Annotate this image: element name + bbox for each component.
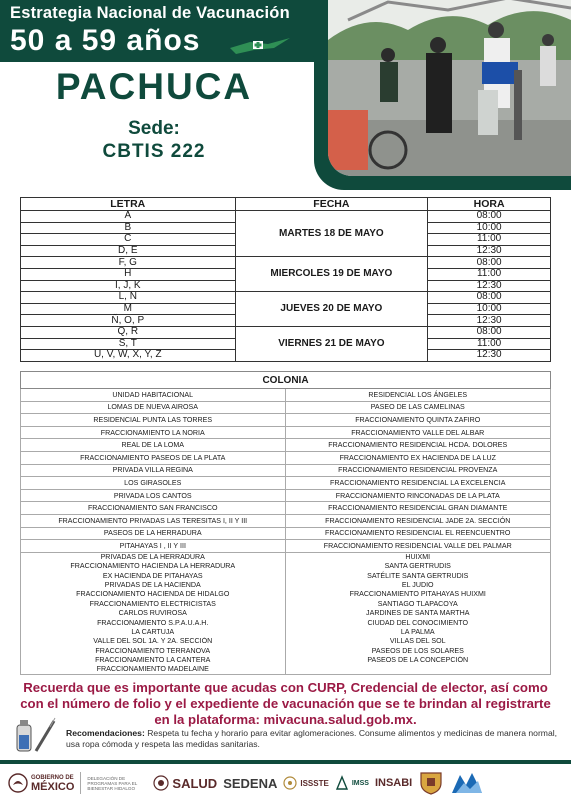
gobierno-logo — [8, 773, 74, 793]
colonia-cell-right: PASEOS DE LOS SOLARES — [285, 646, 551, 655]
colonia-cell-right: HUIXMI — [285, 552, 551, 561]
letra-cell: D, E — [21, 245, 236, 257]
colonia-cell-right: PASEO DE LAS CAMELINAS — [285, 401, 551, 414]
colonia-cell-right: VILLAS DEL SOL — [285, 637, 551, 646]
colonia-cell-left: FRACCIONAMIENTO TERRANOVA — [21, 646, 286, 655]
sede-name: CBTIS 222 — [102, 141, 206, 162]
colonia-cell-right: PASEOS DE LA CONCEPCIÓN — [285, 656, 551, 665]
salud-seal-icon — [153, 775, 169, 791]
colonia-cell-left: FRACCIONAMIENTO PASEOS DE LA PLATA — [21, 451, 286, 464]
colonia-cell-right: EL JUDIO — [285, 580, 551, 589]
hora-cell: 12:30 — [428, 315, 551, 327]
colonia-row — [21, 646, 551, 655]
colonia-row — [21, 637, 551, 646]
colonia-cell-left: PRIVADAS DE LA HERRADURA — [21, 552, 286, 561]
colonia-cell-right: FRACCIONAMIENTO RESIDENCIAL GRAN DIAMANTE — [285, 502, 551, 515]
colonia-cell-right: FRACCIONAMIENTO PITAHAYAS HUIXMI — [285, 590, 551, 599]
colonia-cell-right: LA PALMA — [285, 627, 551, 636]
fecha-cell: JUEVES 20 DE MAYO — [235, 292, 428, 327]
schedule-table — [20, 197, 551, 362]
colonia-cell-right: FRACCIONAMIENTO QUINTA ZAFIRO — [285, 414, 551, 427]
colonia-cell-left: VALLE DEL SOL 1A. Y 2A. SECCIÓN — [21, 637, 286, 646]
colonia-cell-left: FRACCIONAMIENTO HACIENDA LA HERRADURA — [21, 562, 286, 571]
colonia-cell-right: FRACCIONAMIENTO RESIDENCIAL EL REENCUENTRO — [285, 527, 551, 540]
hora-cell: 12:30 — [428, 280, 551, 292]
header — [0, 0, 571, 192]
reminder-text: Recuerda que es importante que acudas con CURP, Credencial de elector, así como con el número de folio y el expediente de vacunación que se te brindan al registrarte en la plataforma: mivacuna.salud.gob.mx. — [20, 680, 551, 727]
letra-cell: Ñ, O, P — [21, 315, 236, 327]
colonia-cell-right: SANTA GERTRUDIS — [285, 562, 551, 571]
hora-cell: 11:00 — [428, 234, 551, 246]
colonia-cell-right: FRACCIONAMIENTO RESIDENCIAL PROVENZA — [285, 464, 551, 477]
colonia-row — [21, 562, 551, 571]
colonia-row — [21, 618, 551, 627]
colonia-row — [21, 580, 551, 589]
letra-cell: C — [21, 234, 236, 246]
letra-cell: B — [21, 222, 236, 234]
colonia-row — [21, 527, 551, 540]
letra-cell: Q, R — [21, 326, 236, 338]
colonia-row — [21, 590, 551, 599]
letra-cell: H — [21, 268, 236, 280]
colonia-row — [21, 514, 551, 527]
hora-cell: 11:00 — [428, 268, 551, 280]
colonia-cell-left: EX HACIENDA DE PITAHAYAS — [21, 571, 286, 580]
letra-cell: A — [21, 211, 236, 223]
colonia-row — [21, 627, 551, 636]
campaign-title: Estrategia Nacional de Vacunación — [10, 4, 290, 22]
colonia-cell-left: REAL DE LA LOMA — [21, 439, 286, 452]
hora-cell: 08:00 — [428, 211, 551, 223]
letra-cell: U, V, W, X, Y, Z — [21, 350, 236, 362]
vaccine-syringe-icon — [14, 717, 56, 757]
colonia-cell-right: SANTIAGO TLAPACOYA — [285, 599, 551, 608]
colonia-cell-left: FRACCIONAMIENTO ELECTRICISTAS — [21, 599, 286, 608]
colonia-cell-right: FRACCIONAMIENTO RESIDENCIAL VALLE DEL PALMAR — [285, 540, 551, 553]
colonia-cell-left: PITAHAYAS I , II Y III — [21, 540, 286, 553]
colonia-cell-right: JARDINES DE SANTA MARTHA — [285, 609, 551, 618]
hora-cell: 10:00 — [428, 303, 551, 315]
salud-logo — [153, 775, 217, 791]
colonia-cell-left: FRACCIONAMIENTO S.P.A.U.A.H. — [21, 618, 286, 627]
colonia-cell-left: FRACCIONAMIENTO LA CANTERA — [21, 656, 286, 665]
colonia-cell-left: FRACCIONAMIENTO PRIVADAS LAS TERESITAS I, II Y III — [21, 514, 286, 527]
letra-cell: I, J, K — [21, 280, 236, 292]
colonia-cell-right: CIUDAD DEL CONOCIMIENTO — [285, 618, 551, 627]
colonia-cell-left: PASEOS DE LA HERRADURA — [21, 527, 286, 540]
colonia-cell-right: RESIDENCIAL LOS ÁNGELES — [285, 389, 551, 402]
sede-label: Sede: — [128, 118, 180, 139]
footer-separator — [80, 772, 81, 794]
colonia-cell-left: FRACCIONAMIENTO MADELAINE — [21, 665, 286, 674]
city-title: PACHUCA — [55, 66, 253, 107]
fecha-cell: VIERNES 21 DE MAYO — [235, 326, 428, 361]
colonia-table — [20, 371, 551, 675]
colonia-cell-left: PRIVADA LOS CANTOS — [21, 489, 286, 502]
footer-logos — [0, 766, 571, 800]
colonia-header: COLONIA — [21, 372, 551, 389]
fecha-header: FECHA — [235, 198, 428, 211]
imss-logo — [335, 775, 369, 791]
colonia-cell-left: UNIDAD HABITACIONAL — [21, 389, 286, 402]
vaccine-logo-icon — [228, 36, 292, 56]
colonia-row — [21, 477, 551, 490]
hora-cell: 08:00 — [428, 257, 551, 269]
colonia-cell-right: FRACCIONAMIENTO VALLE DEL ALBAR — [285, 426, 551, 439]
sedena-text: SEDENA — [223, 775, 278, 791]
colonia-cell-right: FRACCIONAMIENTO RINCONADAS DE LA PLATA — [285, 489, 551, 502]
regional-program-icon — [450, 771, 484, 795]
hora-cell: 08:00 — [428, 326, 551, 338]
colonia-cell-left: FRACCIONAMIENTO SAN FRANCISCO — [21, 502, 286, 515]
gobierno-line2: MÉXICO — [31, 781, 75, 793]
colonia-row — [21, 426, 551, 439]
fecha-cell: MIERCOLES 19 DE MAYO — [235, 257, 428, 292]
colonia-cell-right: FRACCIONAMIENTO RESIDENCIAL JADE 2A. SECCIÓN — [285, 514, 551, 527]
letra-header: LETRA — [21, 198, 236, 211]
footer-rule — [0, 760, 571, 764]
colonia-cell-right: FRACCIONAMIENTO RESIDENCIAL LA EXCELENCIA — [285, 477, 551, 490]
insabi-text: INSABI — [374, 777, 413, 789]
hora-cell: 11:00 — [428, 338, 551, 350]
imss-text: IMSS — [351, 779, 369, 787]
hora-header: HORA — [428, 198, 551, 211]
schedule-row — [21, 211, 551, 223]
hidalgo-shield-icon — [418, 771, 444, 795]
colonia-row — [21, 401, 551, 414]
letra-cell: S, T — [21, 338, 236, 350]
hora-cell: 10:00 — [428, 222, 551, 234]
letra-cell: L, N — [21, 292, 236, 304]
issste-text: ISSSTE — [300, 778, 329, 788]
colonia-cell-right: FRACCIONAMIENTO EX HACIENDA DE LA LUZ — [285, 451, 551, 464]
campaign-banner — [0, 0, 345, 62]
letra-cell: M — [21, 303, 236, 315]
colonia-cell-left: RESIDENCIAL PUNTA LAS TORRES — [21, 414, 286, 427]
colonia-row — [21, 414, 551, 427]
colonia-cell-left: PRIVADAS DE LA HACIENDA — [21, 580, 286, 589]
colonia-row — [21, 571, 551, 580]
imss-eagle-icon — [335, 775, 349, 791]
colonia-cell-left: LOMAS DE NUEVA AIROSA — [21, 401, 286, 414]
recommendations-text: Respeta tu fecha y horario para evitar aglomeraciones. Consume alimentos y medicinas de manera normal, usa ropa cómoda y respeta las medidas sanitarias. — [66, 728, 558, 749]
issste-seal-icon — [283, 776, 297, 790]
colonia-cell-left: CARLOS RUVIROSA — [21, 609, 286, 618]
schedule-row — [21, 326, 551, 338]
colonia-row — [21, 540, 551, 553]
colonia-row — [21, 656, 551, 665]
colonia-row — [21, 389, 551, 402]
recommendations — [66, 728, 561, 750]
issste-logo — [283, 776, 328, 790]
colonia-cell-left: LOS GIRASOLES — [21, 477, 286, 490]
colonia-row — [21, 599, 551, 608]
colonia-cell-right: SATÉLITE SANTA GERTRUDIS — [285, 571, 551, 580]
colonia-row — [21, 489, 551, 502]
age-range-title: 50 a 59 años — [10, 24, 201, 57]
vaccination-photo — [328, 0, 571, 176]
colonia-row — [21, 609, 551, 618]
colonia-row — [21, 502, 551, 515]
colonia-row — [21, 439, 551, 452]
gobierno-line1: GOBIERNO DE — [31, 775, 74, 781]
colonia-cell-left: LA CARTUJA — [21, 627, 286, 636]
schedule-row — [21, 257, 551, 269]
letra-cell: F, G — [21, 257, 236, 269]
colonia-row — [21, 552, 551, 561]
colonia-row — [21, 665, 551, 674]
colonia-row — [21, 464, 551, 477]
schedule-header-row — [21, 198, 551, 211]
colonia-cell-left: FRACCIONAMIENTO HACIENDA DE HIDALGO — [21, 590, 286, 599]
fecha-cell: MARTES 18 DE MAYO — [235, 211, 428, 257]
eagle-seal-icon — [8, 773, 28, 793]
colonia-cell-left: FRACCIONAMIENTO LA NORIA — [21, 426, 286, 439]
colonia-cell-right — [285, 665, 551, 674]
hora-cell: 12:30 — [428, 350, 551, 362]
hora-cell: 08:00 — [428, 292, 551, 304]
colonia-cell-right: FRACCIONAMIENTO RESIDENCIAL HCDA. DOLORES — [285, 439, 551, 452]
recommendations-label: Recomendaciones: — [66, 728, 145, 738]
hora-cell: 12:30 — [428, 245, 551, 257]
delegacion-text: DELEGACIÓN DE PROGRAMAS PARA EL BIENESTAR HIDALGO — [87, 775, 138, 791]
colonia-cell-left: PRIVADA VILLA REGINA — [21, 464, 286, 477]
colonia-header-row — [21, 372, 551, 389]
schedule-row — [21, 292, 551, 304]
salud-text: SALUD — [172, 775, 218, 791]
colonia-row — [21, 451, 551, 464]
